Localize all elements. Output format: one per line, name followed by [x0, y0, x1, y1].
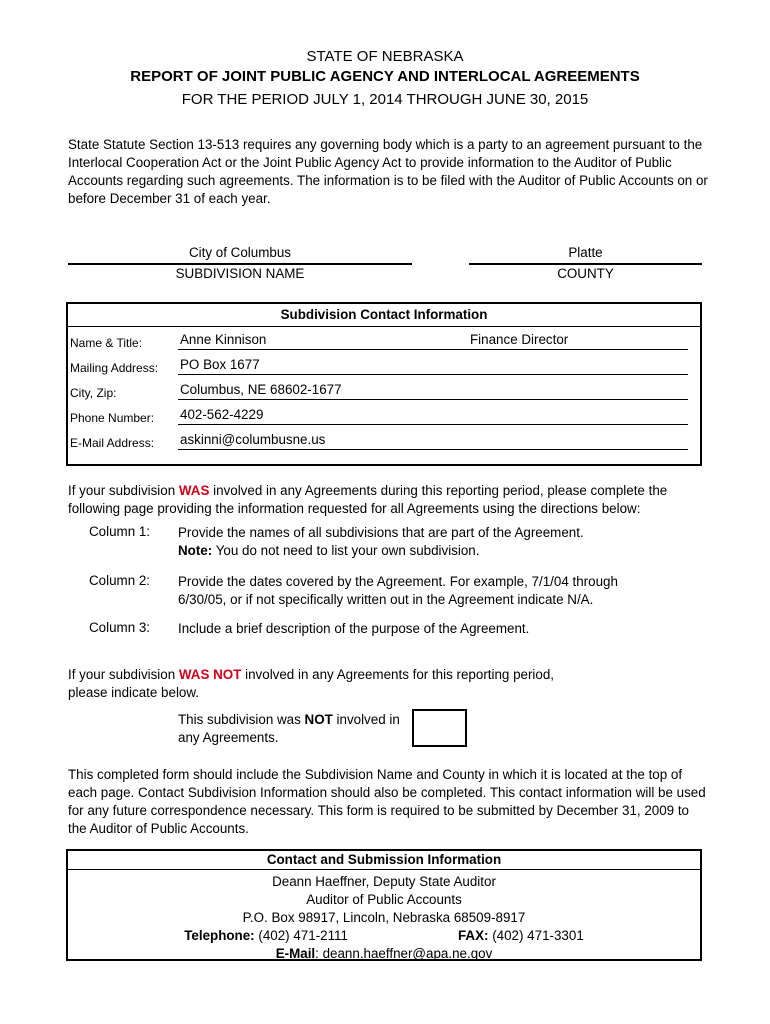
subdivision-name-field[interactable]: [68, 244, 412, 283]
contact-row-mailing: [68, 354, 700, 379]
submission-contact-name: Deann Haeffner, Deputy State Auditor: [272, 874, 496, 889]
county-label: COUNTY: [557, 266, 614, 281]
title-field[interactable]: Finance Director: [470, 332, 569, 347]
column-2-label: Column 2:: [89, 573, 151, 588]
name-field[interactable]: Anne Kinnison: [180, 332, 267, 347]
mailing-address-underline: [178, 374, 688, 375]
was-after-text: involved in any Agreements during this reporting period, please complete the following page providing the information requested for all Agreements using the directions below:: [68, 483, 668, 516]
contact-row-name: [68, 329, 700, 354]
report-title: REPORT OF JOINT PUBLIC AGENCY AND INTERLOCAL AGREEMENTS: [130, 68, 640, 85]
submission-address: P.O. Box 98917, Lincoln, Nebraska 68509-8917: [242, 910, 526, 925]
column-2-text: Provide the dates covered by the Agreement. For example, 7/1/04 through 6/30/05, or if not specifically written out in the Agreement indicate N/A.: [178, 574, 618, 607]
contact-info-box: [66, 302, 702, 466]
not-involved-line-2: any Agreements.: [178, 730, 279, 745]
email-address-underline: [178, 449, 688, 450]
column-1-text: [178, 524, 648, 560]
subdivision-name-value: City of Columbus: [189, 245, 291, 260]
mailing-address-label: Mailing Address:: [70, 361, 159, 375]
not-involved-line-1: [178, 711, 410, 729]
was-not-line-1: [68, 666, 708, 684]
not-involved-after: involved in: [332, 712, 400, 727]
state-heading: STATE OF NEBRASKA: [306, 48, 464, 65]
phone-number-underline: [178, 424, 688, 425]
note-label: Note:: [178, 543, 213, 558]
submission-info-box: [66, 849, 702, 961]
submission-info-heading: Contact and Submission Information: [68, 851, 700, 870]
submission-email-value: : deann.haeffner@apa.ne.gov: [315, 946, 493, 961]
column-1-line: Provide the names of all subdivisions that are part of the Agreement.: [178, 525, 584, 540]
statute-paragraph: State Statute Section 13-513 requires any governing body which is a party to an agreement pursuant to the Interlocal Cooperation Act or the Joint Public Agency Act to provide information to the Auditor of Public Accounts regarding such agreements. The information is to be filed with the Auditor of Public Accounts on or before December 31 of each year.: [68, 137, 708, 206]
not-involved-before: This subdivision was: [178, 712, 305, 727]
submission-phone-fax: [68, 927, 700, 945]
submission-email: [68, 945, 700, 963]
phone-number-field[interactable]: 402-562-4229: [180, 407, 264, 422]
column-3-label: Column 3:: [89, 620, 151, 635]
county-value: Platte: [568, 245, 603, 260]
email-address-field[interactable]: askinni@columbusne.us: [180, 432, 326, 447]
name-title-label: Name & Title:: [70, 336, 143, 350]
telephone-label: Telephone:: [184, 928, 255, 943]
column-3-text: Include a brief description of the purpose of the Agreement.: [178, 621, 530, 636]
county-field[interactable]: [469, 244, 702, 283]
column-1-label: Column 1:: [89, 524, 151, 539]
city-zip-field[interactable]: Columbus, NE 68602-1677: [180, 382, 342, 397]
contact-row-phone: [68, 404, 700, 429]
fax-label: FAX:: [457, 928, 489, 943]
was-not-highlight: WAS NOT: [178, 667, 242, 682]
was-not-involved-paragraph: [68, 666, 708, 702]
email-address-label: E-Mail Address:: [70, 436, 155, 450]
completed-form-paragraph: This completed form should include the Subdivision Name and County in which it is located at the top of each page. Contact Subdivision Information should also be completed. This contact information will be used for any future correspondence necessary. This form is required to be submitted by December 31, 2009 to the Auditor of Public Accounts.: [68, 767, 706, 836]
note-text: You do not need to list your own subdivision.: [212, 543, 480, 558]
name-title-underline: [178, 349, 688, 350]
was-not-line-2: please indicate below.: [68, 685, 200, 700]
report-period: FOR THE PERIOD JULY 1, 2014 THROUGH JUNE 30, 2015: [181, 91, 589, 108]
submission-email-label: E-Mail: [275, 946, 316, 961]
not-involved-checkbox[interactable]: [412, 709, 467, 747]
contact-info-heading: Subdivision Contact Information: [68, 304, 700, 327]
was-involved-paragraph: [68, 482, 708, 518]
phone-number-label: Phone Number:: [70, 411, 155, 425]
submission-office: Auditor of Public Accounts: [306, 892, 462, 907]
fax-value: (402) 471-3301: [488, 928, 584, 943]
city-zip-underline: [178, 399, 688, 400]
not-involved-bold: NOT: [304, 712, 333, 727]
was-before-text: If your subdivision: [68, 483, 179, 498]
was-not-before-text: If your subdivision: [68, 667, 179, 682]
column-1-note: [178, 542, 648, 560]
telephone-value: (402) 471-2111: [254, 928, 348, 943]
was-highlight: WAS: [178, 483, 210, 498]
contact-row-email: [68, 429, 700, 454]
city-zip-label: City, Zip:: [70, 386, 117, 400]
not-involved-statement: [178, 711, 410, 747]
contact-row-city: [68, 379, 700, 404]
mailing-address-field[interactable]: PO Box 1677: [180, 357, 260, 372]
was-not-after-text: involved in any Agreements for this reporting period,: [241, 667, 555, 682]
subdivision-name-label: SUBDIVISION NAME: [175, 266, 305, 281]
